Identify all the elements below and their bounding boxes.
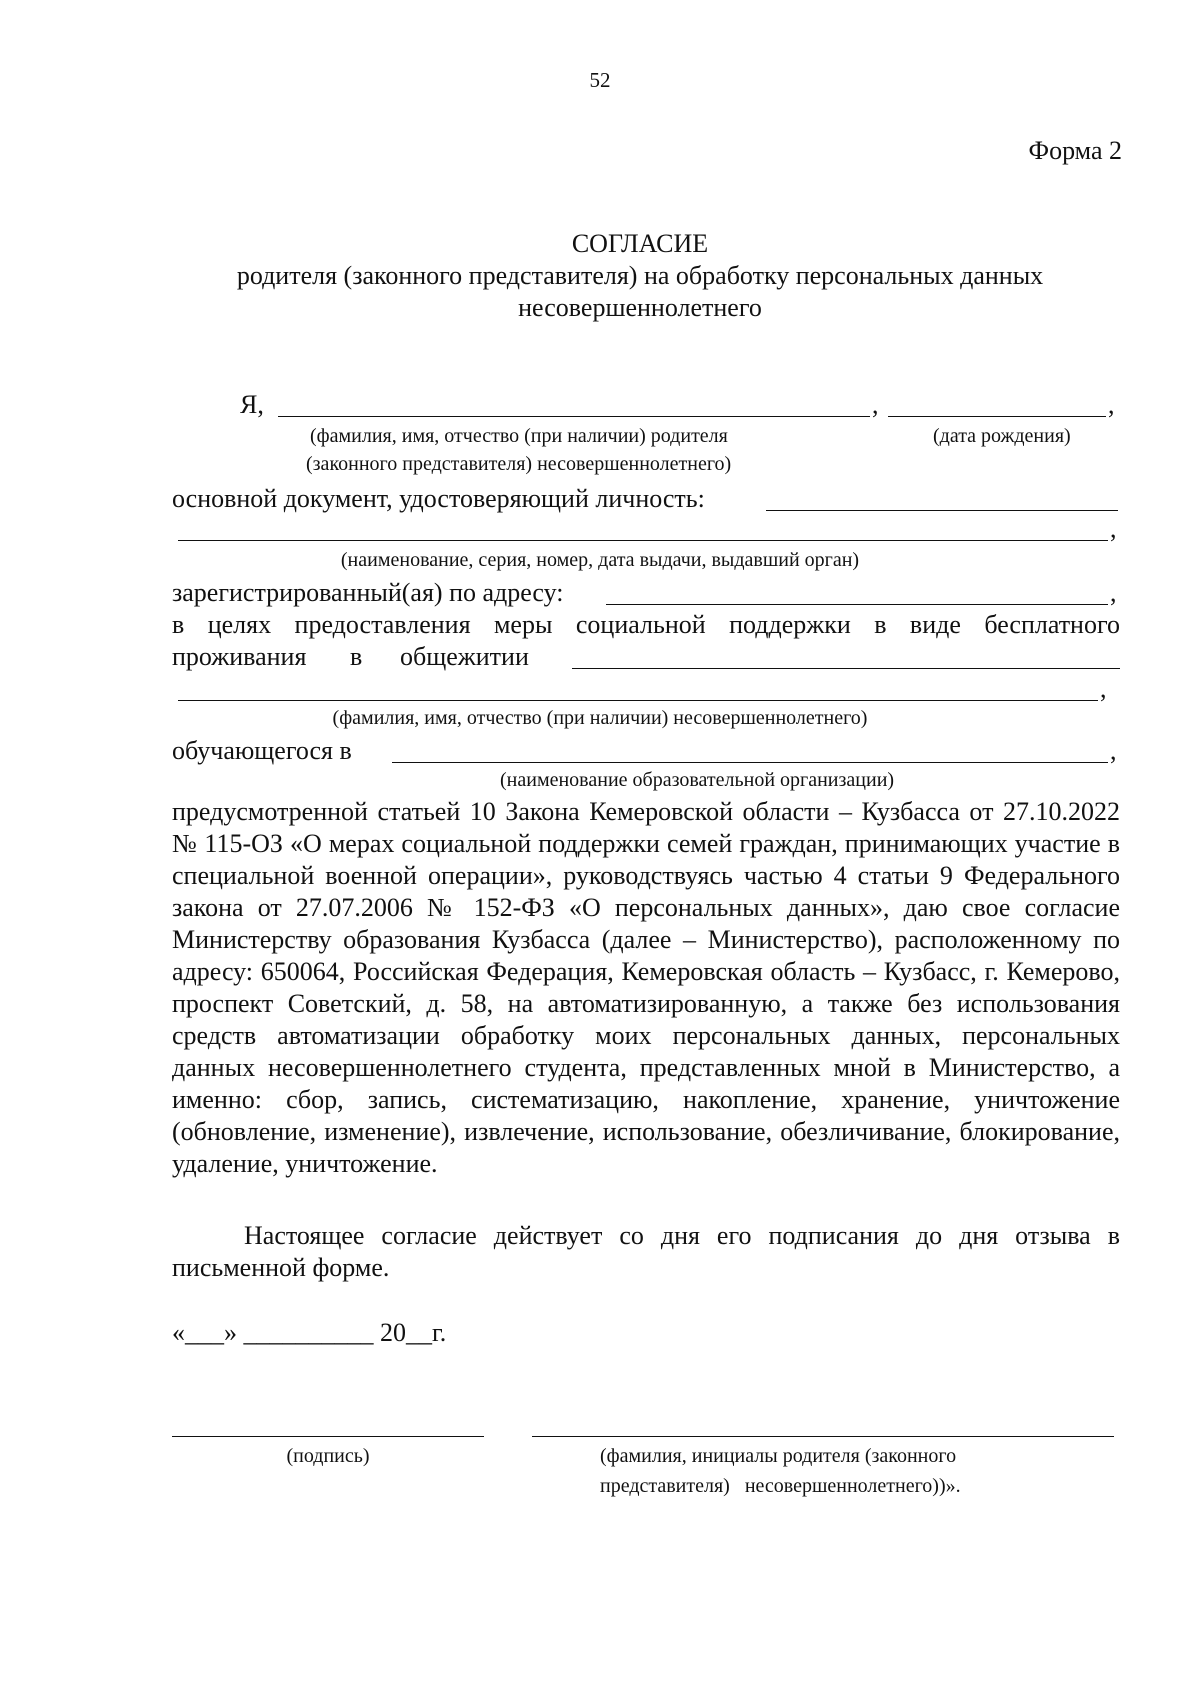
comma: , <box>1110 578 1117 607</box>
form-label: Форма 2 <box>1028 136 1122 165</box>
title-line-1: СОГЛАСИЕ <box>571 229 709 258</box>
minor-name-caption: (фамилия, имя, отчество (при наличии) несовершеннолетнего) <box>332 707 868 729</box>
purpose-line-1: в целях предоставления меры социальной поддержки в виде бесплатного <box>172 610 1120 639</box>
purpose-word-3: общежитии <box>400 642 529 671</box>
validity-text: Настоящее согласие действует со дня его подписания до дня отзыва в письменной форме. <box>172 1221 1120 1282</box>
comma: , <box>1100 674 1107 703</box>
ya-label: Я, <box>240 390 264 419</box>
registered-label: зарегистрированный(ая) по адресу: <box>172 578 564 607</box>
date-line[interactable]: «___» __________ 20__г. <box>172 1318 447 1347</box>
birth-date-caption: (дата рождения) <box>933 425 1071 447</box>
document-title <box>160 228 1120 324</box>
studying-label: обучающегося в <box>172 736 352 765</box>
parent-name-caption-1: (фамилия, имя, отчество (при наличии) родителя <box>310 425 728 447</box>
dormitory-field[interactable] <box>572 668 1120 669</box>
consent-body-text: предусмотренной статьей 10 Закона Кемеровской области – Кузбасса от 27.10.2022 № 115-ОЗ «О мерах социальной поддержки семей граждан, принимающих участие в специальной военной операции», руководствуясь частью 4 статьи 9 Федерального закона от 27.07.2006 № 152-ФЗ «О персональных данных», даю свое согласие Министерству образования Кузбасса (далее – Министерство), расположенному по адресу: 650064, Российская Федерация, Кемеровская область – Кузбасс, г. Кемерово, проспект Советский, д. 58, на автоматизированную, а также без использования средств автоматизации обработку моих персональных данных, персональных данных несовершеннолетнего студента, представленных мной в Министерство, а именно: сбор, запись, систематизацию, накопление, хранение, уничтожение (обновление, изменение), извлечение, использование, обезличивание, блокирование, удаление, уничтожение. <box>172 797 1120 1178</box>
signature-field[interactable] <box>172 1436 484 1437</box>
signer-name-caption-2: представителя) несовершеннолетнего))». <box>600 1475 961 1497</box>
signature-caption: (подпись) <box>286 1445 370 1467</box>
page-number: 52 <box>589 68 611 92</box>
parent-name-caption-2: (законного представителя) несовершеннолетнего) <box>306 453 732 475</box>
comma: , <box>1108 390 1115 419</box>
title-line-2: родителя (законного представителя) на обработку персональных данных <box>236 261 1044 290</box>
comma: , <box>1110 514 1117 543</box>
id-document-label: основной документ, удостоверяющий личность: <box>172 484 705 513</box>
parent-name-field[interactable] <box>278 416 870 417</box>
birth-date-field[interactable] <box>888 416 1106 417</box>
address-field[interactable] <box>606 604 1108 605</box>
id-document-field[interactable] <box>766 510 1118 511</box>
organization-caption: (наименование образовательной организации) <box>500 769 895 791</box>
title-line-3: несовершеннолетнего <box>518 293 762 322</box>
purpose-word-1: проживания <box>172 642 307 671</box>
organization-field[interactable] <box>392 762 1108 763</box>
id-document-field-line-2[interactable] <box>178 540 1108 541</box>
signer-name-caption-1: (фамилия, инициалы родителя (законного <box>600 1445 957 1467</box>
comma: , <box>872 390 879 419</box>
id-document-caption: (наименование, серия, номер, дата выдачи, выдавший орган) <box>340 549 860 571</box>
comma: , <box>1110 736 1117 765</box>
minor-name-field[interactable] <box>178 700 1098 701</box>
signer-name-field[interactable] <box>532 1436 1114 1437</box>
purpose-word-2: в <box>350 642 363 671</box>
